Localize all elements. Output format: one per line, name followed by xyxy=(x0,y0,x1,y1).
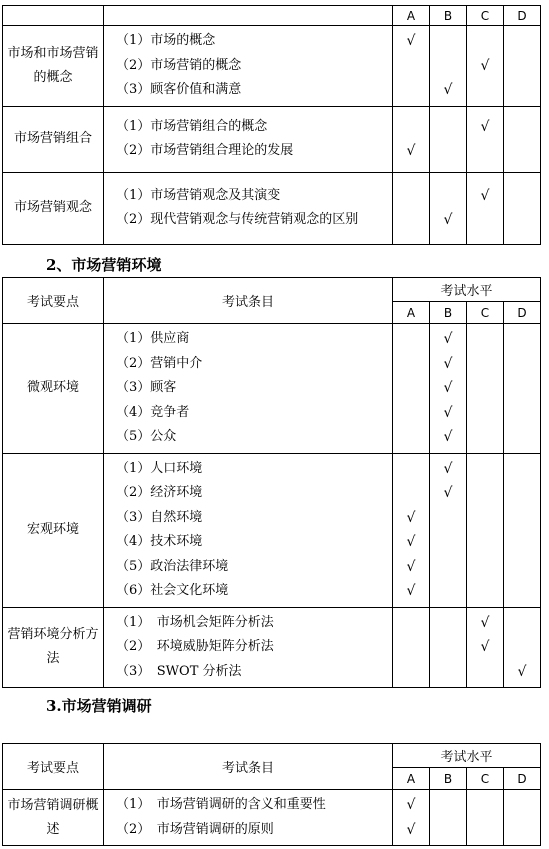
empty-slot xyxy=(504,611,540,636)
empty-slot xyxy=(393,54,429,79)
level-d-cell xyxy=(504,324,541,454)
empty-slot xyxy=(393,115,429,140)
empty-slot xyxy=(393,208,429,233)
empty-slot xyxy=(430,139,466,164)
empty-slot xyxy=(393,425,429,450)
check-mark-icon: √ xyxy=(480,639,490,655)
items-cell xyxy=(104,26,393,107)
level-c-cell xyxy=(467,172,504,244)
level-c-cell xyxy=(467,790,504,846)
level-c-label: C xyxy=(467,768,504,790)
check-mark-icon: √ xyxy=(443,355,453,372)
topic-cell: 营销环境分析方法 xyxy=(3,607,104,688)
list-item: （1）市场营销组合的概念 xyxy=(116,118,268,134)
blank-cell xyxy=(3,6,104,26)
check-mark-icon: √ xyxy=(406,797,416,813)
empty-slot xyxy=(393,327,429,352)
list-item: （1）市场的概念 xyxy=(116,33,216,48)
empty-slot xyxy=(504,635,540,660)
empty-slot xyxy=(430,793,466,818)
list-item: （4）技术环境 xyxy=(116,534,203,549)
level-d-cell xyxy=(504,453,541,607)
check-mark-icon: √ xyxy=(443,460,453,477)
level-c-cell xyxy=(467,324,504,454)
list-item: （2）经济环境 xyxy=(116,485,203,500)
empty-slot xyxy=(467,352,503,377)
empty-slot xyxy=(430,184,466,209)
items-cell xyxy=(104,607,393,688)
check-mark-icon: √ xyxy=(480,187,490,204)
exam-table-3 xyxy=(2,743,541,846)
list-item: （3） SWOT 分析法 xyxy=(116,663,242,679)
header-point: 考试要点 xyxy=(3,278,104,324)
empty-slot xyxy=(504,376,540,401)
list-item: （1）人口环境 xyxy=(116,460,203,476)
header-level: 考试水平 xyxy=(393,744,541,768)
empty-slot xyxy=(467,457,503,482)
table-row xyxy=(3,607,541,688)
check-mark-icon: √ xyxy=(517,663,527,680)
empty-slot xyxy=(504,54,540,79)
empty-slot xyxy=(504,555,540,580)
check-mark-icon: √ xyxy=(406,534,416,550)
empty-slot xyxy=(504,352,540,377)
check-mark-icon: √ xyxy=(406,143,416,159)
level-d-cell xyxy=(504,106,541,172)
level-a-cell xyxy=(393,607,430,688)
exam-table-1 xyxy=(2,5,541,245)
level-d-cell xyxy=(504,26,541,107)
list-item: （3）自然环境 xyxy=(116,509,203,525)
header-clause: 考试条目 xyxy=(104,278,393,324)
list-item: （5）公众 xyxy=(116,429,177,444)
items-cell xyxy=(104,172,393,244)
list-item: （1） 市场营销调研的含义和重要性 xyxy=(116,797,326,812)
table-body xyxy=(3,744,541,846)
level-d-cell xyxy=(504,790,541,846)
header-clause: 考试条目 xyxy=(104,744,393,790)
check-mark-icon: √ xyxy=(406,583,416,599)
list-item: （2） 市场营销调研的原则 xyxy=(116,821,274,837)
list-item: （1）供应商 xyxy=(116,331,190,346)
check-mark-icon: √ xyxy=(480,118,490,135)
empty-slot xyxy=(430,54,466,79)
empty-slot xyxy=(504,481,540,506)
list-item: （5）政治法律环境 xyxy=(116,558,229,574)
level-a-label: A xyxy=(393,6,430,26)
empty-slot xyxy=(393,184,429,209)
header-row xyxy=(3,744,541,768)
empty-slot xyxy=(393,611,429,636)
empty-slot xyxy=(504,530,540,555)
level-c-cell xyxy=(467,607,504,688)
empty-slot xyxy=(467,481,503,506)
empty-slot xyxy=(430,579,466,604)
level-b-cell xyxy=(430,172,467,244)
empty-slot xyxy=(504,139,540,164)
topic-cell: 市场和市场营销的概念 xyxy=(3,26,104,107)
list-item: （1） 市场机会矩阵分析法 xyxy=(116,614,274,630)
empty-slot xyxy=(393,635,429,660)
level-d-cell xyxy=(504,607,541,688)
table-row xyxy=(3,26,541,107)
level-b-cell xyxy=(430,790,467,846)
empty-slot xyxy=(504,818,540,843)
empty-slot xyxy=(393,481,429,506)
level-a-label: A xyxy=(393,768,430,790)
level-d-label: D xyxy=(504,302,541,324)
empty-slot xyxy=(430,635,466,660)
header-level: 考试水平 xyxy=(393,278,541,302)
list-item: （1）市场营销观念及其演变 xyxy=(116,187,281,203)
level-b-cell xyxy=(430,453,467,607)
empty-slot xyxy=(504,327,540,352)
level-c-label: C xyxy=(467,302,504,324)
empty-slot xyxy=(430,506,466,531)
empty-slot xyxy=(430,818,466,843)
items-cell xyxy=(104,106,393,172)
empty-slot xyxy=(393,660,429,685)
topic-cell: 市场营销调研概述 xyxy=(3,790,104,846)
empty-slot xyxy=(467,818,503,843)
level-a-cell xyxy=(393,453,430,607)
empty-slot xyxy=(467,506,503,531)
section-3-heading: 3.市场营销调研 xyxy=(46,697,152,715)
section-2-heading: 2、市场营销环境 xyxy=(46,256,162,274)
empty-slot xyxy=(504,425,540,450)
empty-slot xyxy=(467,139,503,164)
header-row xyxy=(3,278,541,302)
level-a-cell xyxy=(393,106,430,172)
table-row xyxy=(3,172,541,244)
empty-slot xyxy=(504,184,540,209)
level-b-cell xyxy=(430,324,467,454)
empty-slot xyxy=(467,793,503,818)
empty-slot xyxy=(393,352,429,377)
table-body xyxy=(3,6,541,245)
level-c-label: C xyxy=(467,6,504,26)
list-item: （4）竞争者 xyxy=(116,404,190,420)
empty-slot xyxy=(504,793,540,818)
topic-cell: 市场营销组合 xyxy=(3,106,104,172)
table-row xyxy=(3,453,541,607)
empty-slot xyxy=(430,115,466,140)
level-b-cell xyxy=(430,26,467,107)
table-row xyxy=(3,106,541,172)
list-item: （2）现代营销观念与传统营销观念的区别 xyxy=(116,212,359,227)
exam-table-2 xyxy=(2,277,541,688)
check-mark-icon: √ xyxy=(443,82,453,98)
empty-slot xyxy=(504,579,540,604)
empty-slot xyxy=(393,78,429,103)
empty-slot xyxy=(504,457,540,482)
table-body xyxy=(3,278,541,688)
level-c-cell xyxy=(467,106,504,172)
empty-slot xyxy=(430,530,466,555)
level-b-cell xyxy=(430,607,467,688)
empty-slot xyxy=(430,660,466,685)
empty-slot xyxy=(504,208,540,233)
check-mark-icon: √ xyxy=(443,404,453,421)
level-b-label: B xyxy=(430,302,467,324)
topic-cell: 宏观环境 xyxy=(3,453,104,607)
check-mark-icon: √ xyxy=(480,57,490,74)
empty-slot xyxy=(504,78,540,103)
check-mark-icon: √ xyxy=(406,821,416,838)
list-item: （2） 环境威胁矩阵分析法 xyxy=(116,639,274,654)
list-item: （2）市场营销的概念 xyxy=(116,57,242,73)
level-a-cell xyxy=(393,324,430,454)
level-d-cell xyxy=(504,172,541,244)
list-item: （6）社会文化环境 xyxy=(116,583,229,598)
empty-slot xyxy=(430,611,466,636)
level-b-label: B xyxy=(430,768,467,790)
check-mark-icon: √ xyxy=(443,212,453,228)
check-mark-icon: √ xyxy=(406,509,416,526)
items-cell xyxy=(104,324,393,454)
empty-slot xyxy=(467,376,503,401)
items-cell xyxy=(104,790,393,846)
level-a-cell xyxy=(393,26,430,107)
empty-slot xyxy=(504,29,540,54)
check-mark-icon: √ xyxy=(443,380,453,396)
check-mark-icon: √ xyxy=(443,429,453,445)
blank-cell xyxy=(104,6,393,26)
topic-cell: 市场营销观念 xyxy=(3,172,104,244)
level-c-cell xyxy=(467,453,504,607)
topic-cell: 微观环境 xyxy=(3,324,104,454)
level-d-label: D xyxy=(504,6,541,26)
level-d-label: D xyxy=(504,768,541,790)
empty-slot xyxy=(467,530,503,555)
empty-slot xyxy=(504,506,540,531)
empty-slot xyxy=(504,115,540,140)
check-mark-icon: √ xyxy=(443,331,453,347)
empty-slot xyxy=(393,376,429,401)
empty-slot xyxy=(467,579,503,604)
check-mark-icon: √ xyxy=(480,614,490,631)
table-row xyxy=(3,790,541,846)
level-a-cell xyxy=(393,790,430,846)
list-item: （3）顾客 xyxy=(116,380,177,395)
empty-slot xyxy=(393,457,429,482)
empty-slot xyxy=(430,555,466,580)
empty-slot xyxy=(467,401,503,426)
empty-slot xyxy=(504,401,540,426)
list-item: （2）市场营销组合理论的发展 xyxy=(116,143,294,158)
level-c-cell xyxy=(467,26,504,107)
empty-slot xyxy=(430,29,466,54)
level-a-cell xyxy=(393,172,430,244)
level-a-label: A xyxy=(393,302,430,324)
level-b-cell xyxy=(430,106,467,172)
table-row xyxy=(3,324,541,454)
empty-slot xyxy=(467,29,503,54)
empty-slot xyxy=(467,208,503,233)
check-mark-icon: √ xyxy=(406,558,416,575)
empty-slot xyxy=(393,401,429,426)
header-point: 考试要点 xyxy=(3,744,104,790)
empty-slot xyxy=(467,660,503,685)
level-b-label: B xyxy=(430,6,467,26)
check-mark-icon: √ xyxy=(443,485,453,501)
empty-slot xyxy=(467,327,503,352)
empty-slot xyxy=(467,425,503,450)
list-item: （3）顾客价值和满意 xyxy=(116,82,242,97)
check-mark-icon: √ xyxy=(406,33,416,49)
list-item: （2）营销中介 xyxy=(116,355,203,371)
level-header-row xyxy=(3,6,541,26)
empty-slot xyxy=(467,78,503,103)
items-cell xyxy=(104,453,393,607)
empty-slot xyxy=(467,555,503,580)
